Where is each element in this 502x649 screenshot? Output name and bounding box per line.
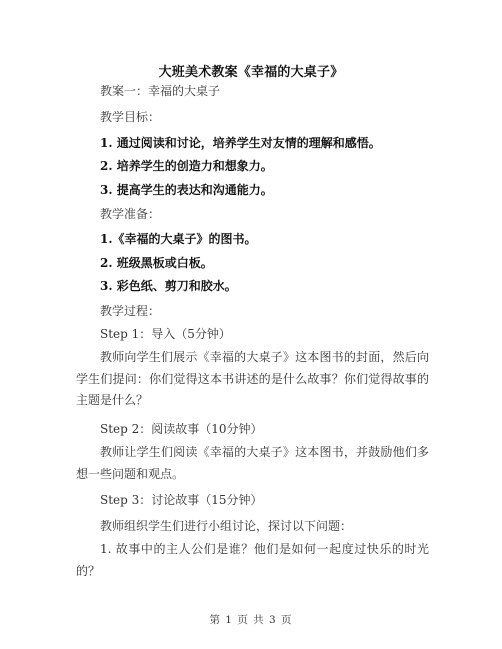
goal-item-3: 3. 提高学生的表达和沟通能力。 bbox=[100, 183, 273, 197]
goal-item-2: 2. 培养学生的创造力和想象力。 bbox=[100, 159, 273, 173]
step-3-paragraph: 教师组织学生们进行小组讨论，探讨以下问题： bbox=[100, 519, 353, 533]
step-3-heading: Step 3：讨论故事（15分钟） bbox=[100, 493, 263, 507]
section-heading-goals: 教学目标： bbox=[100, 110, 161, 124]
page-footer: 第 1 页 共 3 页 bbox=[209, 614, 293, 626]
discussion-question-1: 1. 故事中的主人公们是谁？他们是如何一起度过快乐的时光的？ bbox=[76, 542, 429, 578]
step-2-paragraph: 教师让学生们阅读《幸福的大桌子》这本图书，并鼓励他们多想一些问题和观点。 bbox=[76, 445, 429, 481]
prep-item-1: 1.《幸福的大桌子》的图书。 bbox=[100, 232, 257, 246]
step-1-paragraph: 教师向学生们展示《幸福的大桌子》这本图书的封面，然后向学生们提问：你们觉得这本书讲述的是什么故事？你们觉得故事的主题是什么？ bbox=[76, 350, 429, 407]
section-heading-preparation: 教学准备： bbox=[100, 207, 161, 221]
step-1-heading: Step 1：导入（5分钟） bbox=[100, 327, 231, 341]
goal-item-1: 1. 通过阅读和讨论，培养学生对友情的理解和感悟。 bbox=[100, 136, 381, 150]
section-heading-process: 教学过程： bbox=[100, 304, 161, 318]
document-title: 大班美术教案《幸福的大桌子》 bbox=[158, 65, 344, 80]
lesson-subtitle: 教案一：幸福的大桌子 bbox=[100, 84, 221, 98]
prep-item-2: 2. 班级黑板或白板。 bbox=[100, 256, 213, 270]
prep-item-3: 3. 彩色纸、剪刀和胶水。 bbox=[100, 279, 237, 293]
step-2-heading: Step 2：阅读故事（10分钟） bbox=[100, 422, 263, 436]
